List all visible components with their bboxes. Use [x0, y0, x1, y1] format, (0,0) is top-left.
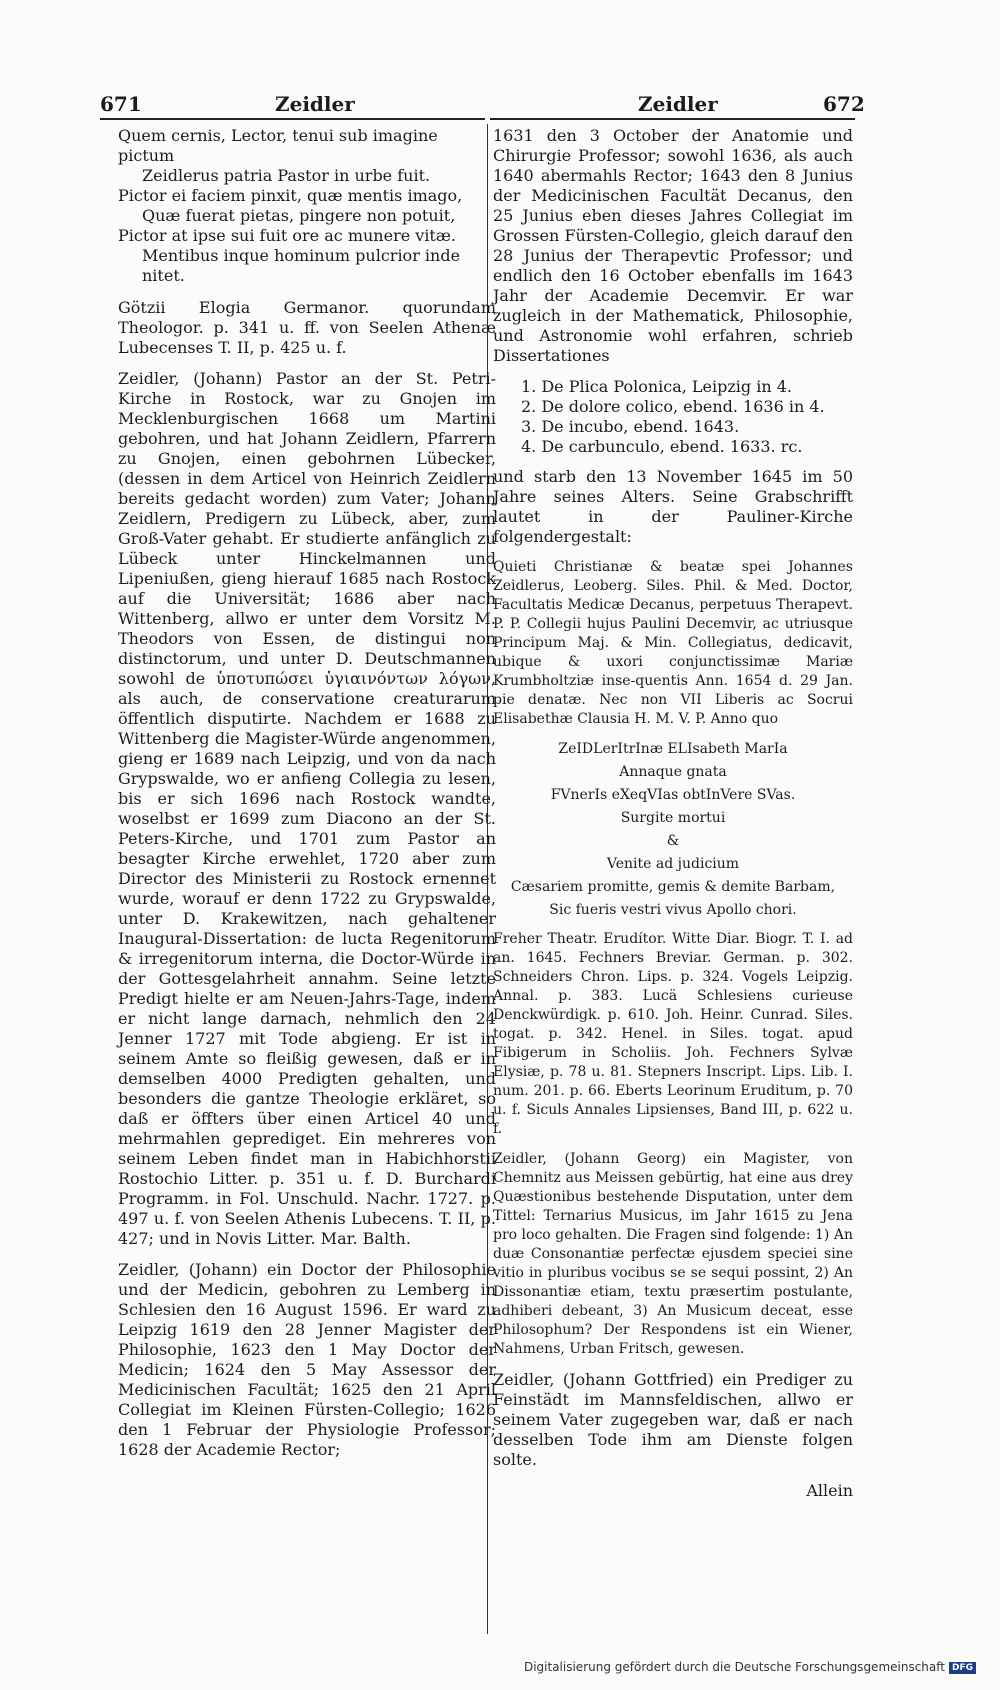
header-rule-right — [490, 118, 855, 120]
works-list — [521, 377, 853, 457]
footer-text: Digitalisierung gefördert durch die Deutsche Forschungsgemeinschaft — [523, 1660, 945, 1674]
chronogram-line: FVnerIs eXeqVIas obtInVere SVas. — [550, 787, 796, 803]
chronogram-line: & — [666, 833, 680, 849]
chronogram-line: Sic fueris vestri vivus Apollo chori. — [549, 902, 797, 918]
list-item: 1. De Plica Polonica, Leipzig in 4. — [521, 377, 793, 396]
verse-line: Quæ fuerat pietas, pingere non potuit, — [142, 206, 456, 225]
sources-paragraph: Freher Theatr. Erudítor. Witte Diar. Biogr. T. I. ad an. 1645. Fechners Breviar. German. p. 302. Schneiders Chron. Lips. p. 324. Vogels Leipzig. Annal. p. 383. Lucä Schlesiens curieuse Denckwürdigk. p. 610. Joh. Heinr. Cunrad. Siles. togat. p. 342. Henel. in Siles. togat. apud Fibigerum in Scholiis. Joh. Fechners Sylvæ Elysiæ, p. 78 u. 81. Stepners Inscript. Lips. Lib. I. num. 201. p. 66. Eberts Leorinum Eruditum, p. 70 u. f. Siculs Annales Lipsienses, Band III, p. 622 u. f. — [493, 931, 853, 1137]
chronogram-line: Cæsariem promitte, gemis & demite Barbam, — [510, 879, 836, 895]
list-item: 2. De dolore colico, ebend. 1636 in 4. — [521, 397, 825, 416]
left-column — [118, 126, 496, 1471]
chronogram-line: ZeIDLerItrInæ ELIsabeth MarIa — [558, 741, 788, 757]
sources-paragraph: Götzii Elogia Germanor. quorundam Theologor. p. 341 u. ff. von Seelen Athenæ Lubecenses T. II, p. 425 u. f. — [118, 298, 496, 357]
dfg-logo: DFG — [949, 1662, 976, 1674]
verse-line: Zeidlerus patria Pastor in urbe fuit. — [142, 166, 431, 185]
chronogram-line: Surgite mortui — [620, 810, 726, 826]
chronogram — [493, 740, 853, 920]
list-item: 3. De incubo, ebend. 1643. — [521, 417, 740, 436]
chronogram-line: Venite ad judicium — [606, 856, 740, 872]
epitaph-verse — [118, 126, 496, 286]
inscription-paragraph: Quieti Christianæ & beatæ spei Johannes Zeidlerus, Leoberg. Siles. Phil. & Med. Doctor, Facultatis Medicæ Decanus, perpetuus Therapevt. P. P. Collegii hujus Paulini Decemvir, ac utriusque Principum Maj. & Min. Collegiatus, dedicavit, ubique & uxori conjunctissimæ Mariæ Krumbholtziæ inse-quentis Ann. 1654 d. 29 Jan. pie denatæ. Nec non VII Liberis ac Socrui Elisabethæ Clausia H. M. V. P. Anno quo — [493, 559, 853, 727]
verse-line: Mentibus inque hominum pulcrior inde nitet. — [142, 246, 461, 285]
digitization-footer — [524, 1660, 976, 1674]
chronogram-line: Annaque gnata — [619, 764, 727, 780]
verse-line: Quem cernis, Lector, tenui sub imagine pictum — [118, 126, 438, 165]
page-number-right: 672 — [823, 92, 865, 116]
catchword: Allein — [806, 1481, 853, 1500]
running-title-right: Zeidler — [638, 92, 718, 116]
list-item: 4. De carbunculo, ebend. 1633. rc. — [521, 437, 803, 456]
running-title-left: Zeidler — [275, 92, 355, 116]
entry-zeidler-johann-gottfried: Zeidler, (Johann Gottfried) ein Prediger zu Feinstädt im Mannsfeldischen, allwo er seinem Vater zugegeben war, daß er nach desselben Tode ihm am Dienste folgen solte. — [493, 1370, 853, 1469]
entry-continuation: 1631 den 3 October der Anatomie und Chirurgie Professor; sowohl 1636, als auch 1640 abermahls Rector; 1643 den 8 Junius der Medicinischen Facultät Decanus, den 25 Junius eben dieses Jahres Collegiat im Grossen Fürsten-Collegio, gleich darauf den 28 Junius der Therapevtic Professor; und endlich den 16 October ebenfalls im 1643 Jahr der Academie Decemvir. Er war zugleich in der Mathematick, Philosophie, und Astronomie wohl erfahren, schrieb Dissertationes — [493, 126, 853, 365]
death-paragraph: und starb den 13 November 1645 im 50 Jahre seines Alters. Seine Grabschrifft lautet in der Pauliner-Kirche folgendergestalt: — [493, 467, 853, 546]
entry-zeidler-johann-doctor: Zeidler, (Johann) ein Doctor der Philosophie und der Medicin, gebohren zu Lemberg in Schlesien den 16 August 1596. Er ward zu Leipzig 1619 den 28 Jenner Magister der Philosophie, 1623 den 1 May Doctor der Medicin; 1624 den 5 May Assessor der Medicinischen Facultät; 1625 den 21 April Collegiat im Kleinen Fürsten-Collegio; 1626 den 1 Februar der Physiologie Professor; 1628 der Academie Rector; — [118, 1260, 496, 1459]
page-number-left: 671 — [100, 92, 142, 116]
right-column — [493, 126, 853, 1501]
entry-zeidler-johann-georg: Zeidler, (Johann Georg) ein Magister, von Chemnitz aus Meissen gebürtig, hat eine aus drey Quæstionibus bestehende Disputation, unter dem Tittel: Ternarius Musicus, im Jahr 1615 zu Jena pro loco gehalten. Die Fragen sind folgende: 1) An duæ Consonantiæ perfectæ ejusdem speciei sine vitio in pluribus vocibus se se sequi possint, 2) An Dissonantiæ etiam, textu præsertim postulante, adhiberi debeant, 3) An Musicum deceat, esse Philosophum? Der Respondens ist ein Wiener, Nahmens, Urban Fritsch, gewesen. — [493, 1151, 853, 1357]
verse-line: Pictor ei faciem pinxit, quæ mentis imago, — [118, 186, 463, 205]
header-rule-left — [100, 118, 485, 120]
verse-line: Pictor at ipse sui fuit ore ac munere vitæ. — [118, 226, 456, 245]
entry-zeidler-johann-pastor: Zeidler, (Johann) Pastor an der St. Petri-Kirche in Rostock, war zu Gnojen im Mecklenburgischen 1668 um Martini gebohren, und hat Johann Zeidlern, Pfarrern zu Gnojen, einen gebohrnen Lübecker, (dessen in dem Articel von Heinrich Zeidlern bereits gedacht worden) zum Vater; Johann Zeidlern, Predigern zu Lübeck, aber, zum Groß-Vater gehabt. Er studierte anfänglich zu Lübeck unter Hinckelmannen und Lipeniußen, gieng hierauf 1685 nach Rostock auf die Universität; 1686 aber nach Wittenberg, allwo er unter dem Vorsitz M. Theodors von Essen, de distingui non distinctorum, und unter D. Deutschmannen sowohl de ὑποτυπώσει ὑγιαινόντων λόγων, als auch, de conservatione creaturarum öffentlich disputirte. Nachdem er 1688 zu Wittenberg die Magister-Würde angenommen, gieng er 1689 nach Leipzig, und von da nach Grypswalde, wo er anfieng Collegia zu lesen, bis er sich 1696 nach Rostock wandte, woselbst er 1699 zum Diacono an der St. Peters-Kirche, und 1701 zum Pastor an besagter Kirche erwehlet, 1720 aber zum Director des Ministerii zu Rostock ernennet wurde, worauf er denn 1722 zu Grypswalde, unter D. Krakewitzen, nach gehaltener Inaugural-Dissertation: de lucta Regenitorum & irregenitorum interna, die Doctor-Würde in der Gottesgelahrheit annahm. Seine letzte Predigt hielte er am Neuen-Jahrs-Tage, indem er nicht lange darnach, nehmlich den 24 Jenner 1727 mit Tode abgieng. Er ist in seinem Amte so fleißig gewesen, daß er in demselben 4000 Predigten gehalten, und besonders die gantze Theologie erkläret, so daß er öffters über einen Articel 40 und mehrmahlen geprediget. Ein mehreres von seinem Leben findet man in Habichhorstii Rostochio Litter. p. 351 u. f. D. Burchardi Programm. in Fol. Unschuld. Nachr. 1727. p. 497 u. f. von Seelen Athenis Lubecens. T. II, p. 427; und in Novis Litter. Mar. Balth. — [118, 369, 496, 1248]
